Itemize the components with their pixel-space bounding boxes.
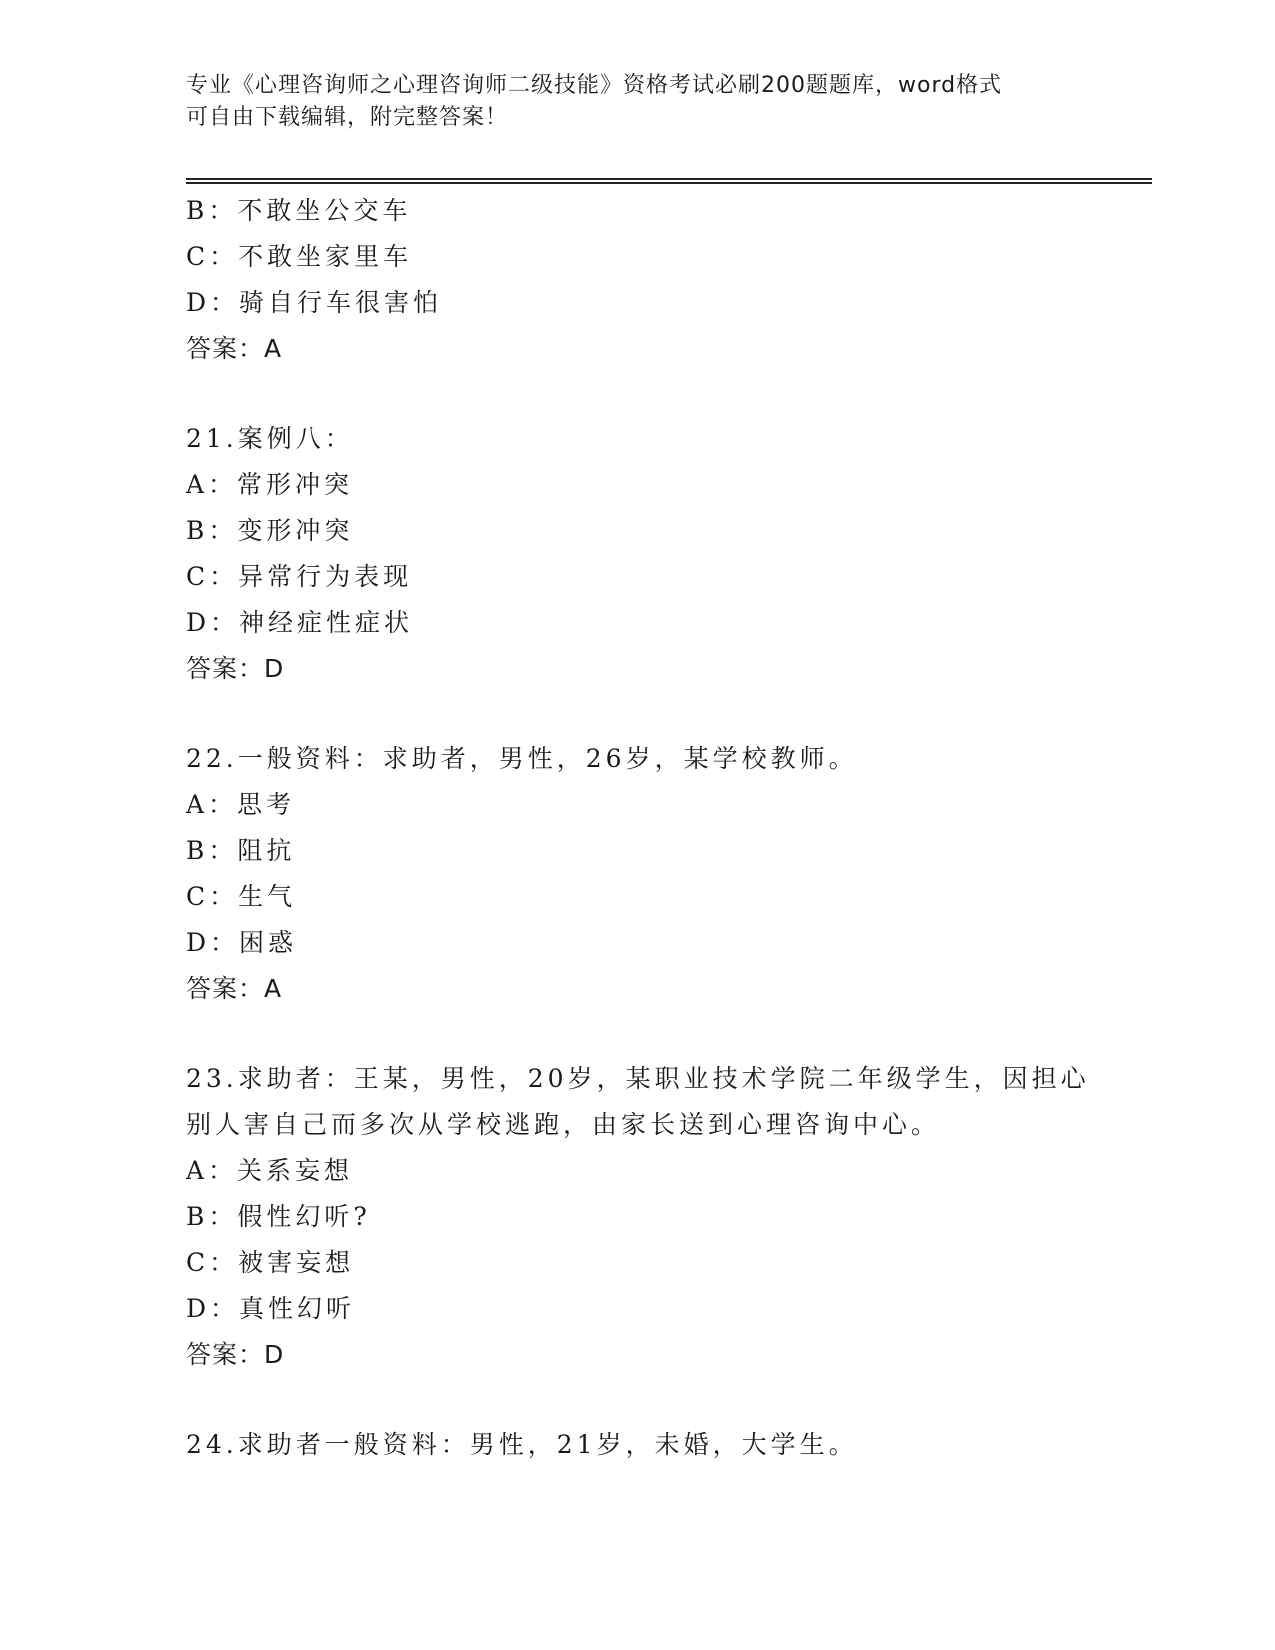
question-20 — [186, 188, 1152, 372]
option-a: A：常形冲突 — [186, 470, 354, 499]
header-line-2: 可自由下载编辑，附完整答案！ — [186, 105, 509, 130]
option-c: C：被害妄想 — [186, 1248, 355, 1277]
option-a: A：关系妄想 — [186, 1156, 354, 1185]
answer: 答案：D — [186, 1340, 285, 1369]
answer: 答案：D — [186, 654, 285, 683]
question-stem: 24.求助者一般资料：男性，21岁，未婚，大学生。 — [186, 1430, 858, 1459]
question-list — [186, 188, 1152, 1468]
spacer — [186, 692, 1152, 736]
document-header — [186, 70, 1086, 134]
option-b: B：阻抗 — [186, 836, 296, 865]
option-b: B：变形冲突 — [186, 516, 354, 545]
answer: 答案：A — [186, 974, 283, 1003]
option-c: C：不敢坐家里车 — [186, 242, 413, 271]
option-d: D：神经症性症状 — [186, 608, 414, 637]
question-stem-line-2: 别人害自己而多次从学校逃跑，由家长送到心理咨询中心。 — [186, 1110, 941, 1139]
spacer — [186, 1378, 1152, 1422]
spacer — [186, 372, 1152, 416]
option-d: D：困惑 — [186, 928, 298, 957]
option-a: A：思考 — [186, 790, 296, 819]
question-stem: 21.案例八： — [186, 424, 354, 453]
answer: 答案：A — [186, 334, 283, 363]
question-23 — [186, 1056, 1152, 1378]
question-21 — [186, 416, 1152, 692]
option-c: C：生气 — [186, 882, 297, 911]
question-22 — [186, 736, 1152, 1012]
spacer — [186, 1012, 1152, 1056]
header-divider-top — [186, 178, 1152, 180]
option-d: D：真性幻听 — [186, 1294, 356, 1323]
option-b: B：不敢坐公交车 — [186, 196, 412, 225]
question-24 — [186, 1422, 1152, 1468]
question-stem: 22.一般资料：求助者，男性，26岁，某学校教师。 — [186, 744, 858, 773]
header-line-1: 专业《心理咨询师之心理咨询师二级技能》资格考试必刷200题题库，word格式 — [186, 73, 1003, 98]
option-d: D：骑自行车很害怕 — [186, 288, 443, 317]
header-divider-bottom — [186, 182, 1152, 184]
option-b: B：假性幻听? — [186, 1202, 371, 1231]
question-stem-line-1: 23.求助者：王某，男性，20岁，某职业技术学院二年级学生，因担心 — [186, 1064, 1090, 1093]
option-c: C：异常行为表现 — [186, 562, 413, 591]
